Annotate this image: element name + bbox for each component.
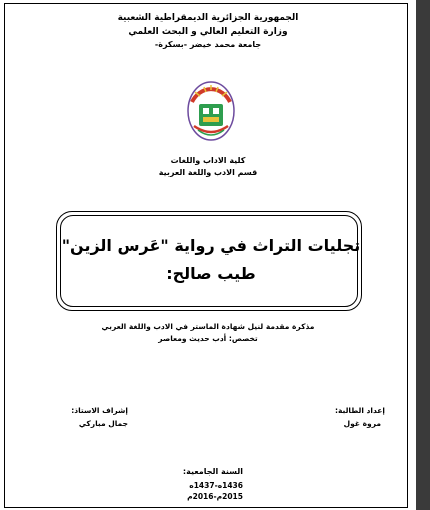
thesis-title-line1: تجليات التراث في رواية "عَرس الزين" bbox=[61, 236, 361, 255]
academic-year-hijri: 1436ه-1437ه bbox=[189, 481, 243, 490]
department-name: قسم الادب واللغة العربية bbox=[158, 168, 258, 177]
student-name: مروة غول bbox=[343, 419, 381, 428]
university-seal-icon bbox=[186, 80, 236, 142]
viewer-background bbox=[416, 0, 430, 510]
university-name: جامعة محمد خيضر -بسكرة- bbox=[154, 40, 262, 49]
memo-specialty: تخصص: أدب حديث ومعاصر bbox=[158, 334, 258, 343]
thesis-title-box-inner bbox=[60, 215, 361, 307]
supervisor-label: إشراف الاستاذ: bbox=[71, 406, 128, 415]
thesis-title-line2: طيب صالح: bbox=[166, 264, 256, 283]
thesis-title-box bbox=[56, 211, 362, 311]
ministry-name: وزارة التعليم العالي و البحث العلمي bbox=[128, 27, 288, 37]
supervisor-name: جمال مباركي bbox=[78, 419, 128, 428]
faculty-name: كلية الاداب واللغات bbox=[170, 156, 246, 165]
republic-name: الجمهورية الجزائرية الديمقراطية الشعبية bbox=[117, 13, 299, 23]
academic-year-gregorian: 2015م-2016م bbox=[187, 492, 243, 501]
memo-purpose: مذكرة مقدمة لنيل شهادة الماستر في الادب واللغة العربي bbox=[101, 322, 315, 331]
student-label: إعداد الطالبة: bbox=[335, 406, 385, 415]
academic-year-label: السنة الجامعية: bbox=[182, 467, 243, 476]
